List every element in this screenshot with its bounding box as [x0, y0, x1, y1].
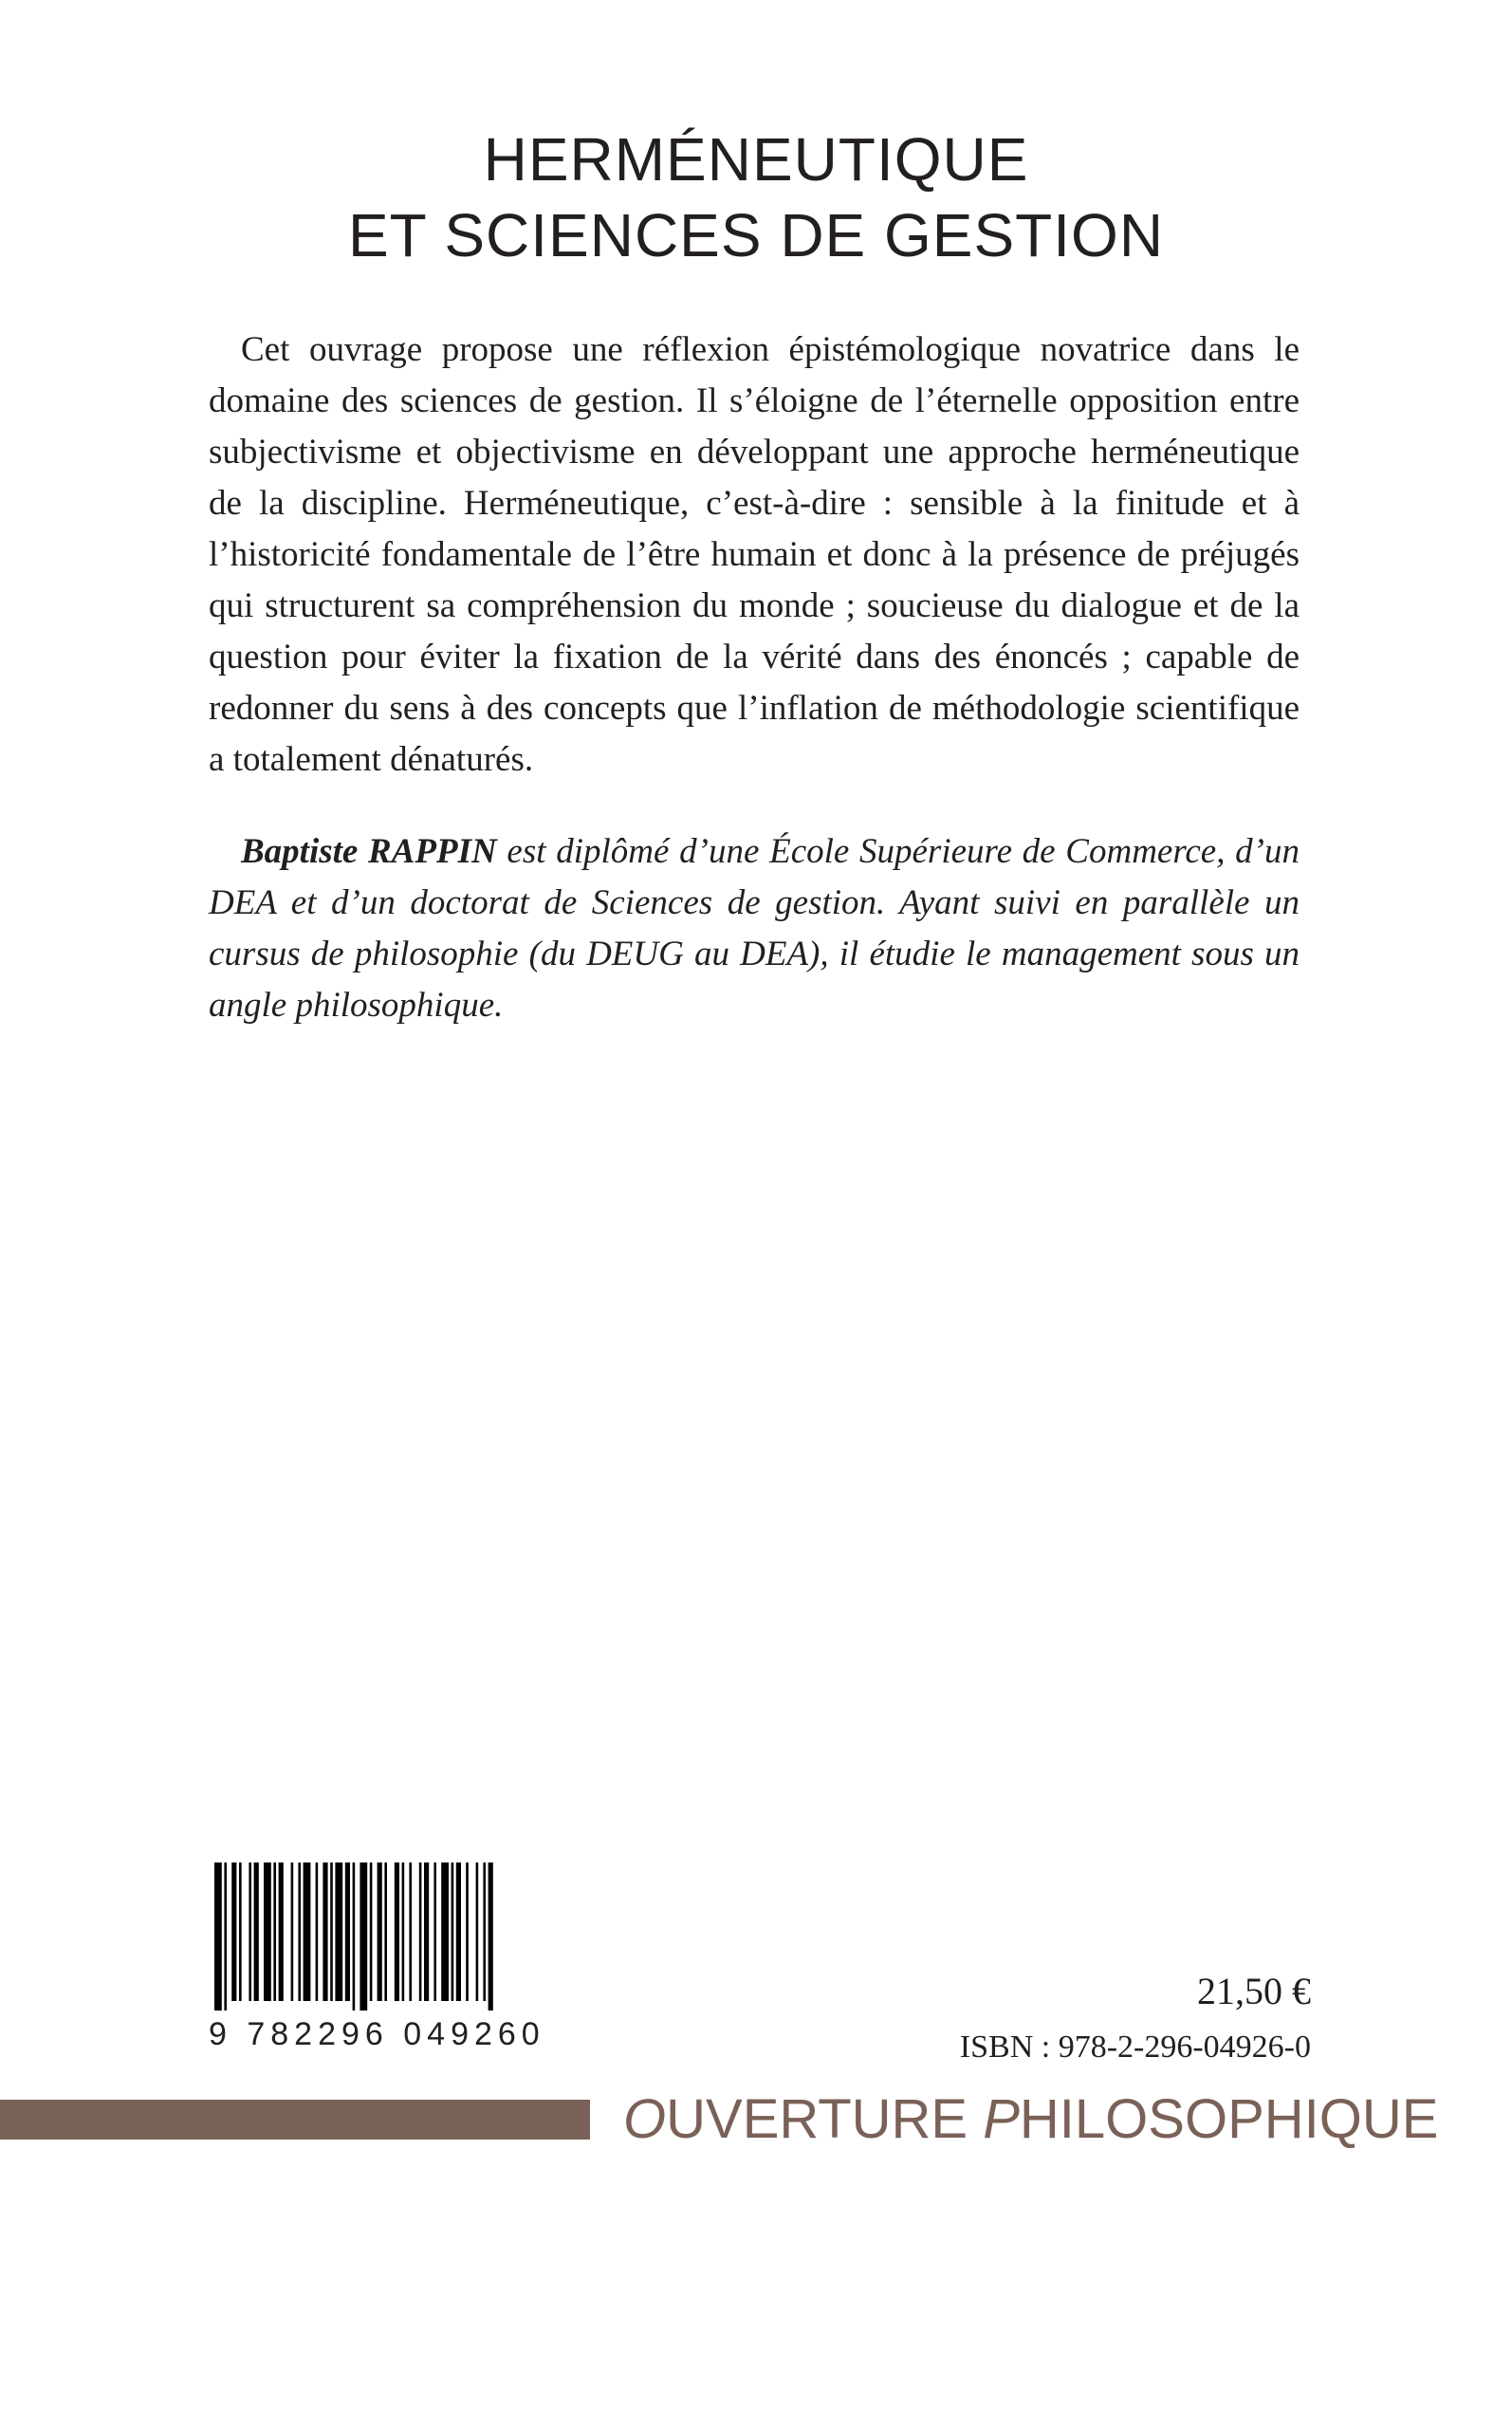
barcode-bars [209, 1862, 588, 2011]
barcode-bar [433, 1862, 436, 2001]
barcode-bar [231, 1862, 236, 2001]
author-name: Baptiste RAPPIN [241, 832, 497, 871]
barcode-bar [298, 1862, 301, 2001]
barcode-bar [279, 1862, 284, 2001]
barcode-bar [370, 1862, 373, 2001]
title-line-2: ET SCIENCES DE GESTION [347, 201, 1165, 269]
barcode-bar [384, 1862, 387, 2001]
barcode-bar [224, 1862, 227, 2011]
collection-bar [0, 2100, 590, 2140]
barcode-bar [335, 1862, 342, 2001]
collection-name [623, 2088, 1438, 2151]
barcode-bar [452, 1862, 454, 2001]
barcode-bar [239, 1862, 242, 2001]
barcode-bar [353, 1862, 356, 2011]
barcode-bar [489, 1862, 493, 2011]
barcode-bar [441, 1862, 449, 2001]
barcode [209, 1862, 588, 2011]
barcode-bar [249, 1862, 251, 2001]
author-bio [209, 826, 1300, 1031]
barcode-bar [316, 1862, 319, 2001]
barcode-bar [395, 1862, 399, 2001]
barcode-bar [424, 1862, 429, 2001]
barcode-bar [402, 1862, 405, 2001]
book-summary: Cet ouvrage propose une réflexion épistémologique novatrice dans le domaine des sciences de gestion. Il s’éloigne de l’éternelle opposition entre subjectivisme et objectivisme en développant une approche herméneutique de la discipline. Herméneutique, c’est-à-dire : sensible à la finitude et à l’historicité fondamentale de l’être humain et donc à la présence de préjugés qui structurent sa compréhension du monde ; soucieuse du dialogue et de la question pour éviter la fixation de la vérité dans des énoncés ; capable de redonner du sens à des concepts que l’inflation de méthodologie scientifique a totalement dénaturés. [209, 330, 1300, 779]
barcode-bar [264, 1862, 271, 2001]
title-line-1: HERMÉNEUTIQUE [483, 125, 1029, 194]
barcode-bar [476, 1862, 479, 2001]
barcode-bar [466, 1862, 469, 2001]
collection-initial-2: P [983, 2088, 1020, 2150]
barcode-bar [273, 1862, 276, 2001]
barcode-bar [254, 1862, 259, 2001]
book-title [0, 121, 1512, 273]
barcode-bar [456, 1862, 461, 2001]
isbn: ISBN : 978-2-296-04926-0 [959, 2029, 1311, 2065]
barcode-bar [409, 1862, 412, 2001]
barcode-bar [304, 1862, 311, 2001]
barcode-bar [214, 1862, 222, 2011]
collection-word-1: UVERTURE [666, 2088, 984, 2150]
barcode-digits: 9 782296 049260 [209, 2016, 545, 2052]
author-bio-text: est diplômé d’une École Supérieure de Commerce, d’un DEA et d’un doctorat de Sciences de gestion. Ayant suivi en parallèle un cursus de philosophie (du DEUG au DEA), il étudie le management sous un angle philosophique. [209, 832, 1300, 1025]
barcode-bar [330, 1862, 333, 2001]
barcode-bar [419, 1862, 422, 2001]
barcode-bar [360, 1862, 367, 2011]
collection-word-2: HILOSOPHIQUE [1019, 2088, 1439, 2150]
barcode-bar [483, 1862, 486, 2001]
price: 21,50 € [1197, 1970, 1311, 2012]
barcode-bar [378, 1862, 382, 2001]
collection-initial-1: O [623, 2088, 667, 2150]
barcode-bar [345, 1862, 350, 2001]
barcode-bar [323, 1862, 327, 2001]
barcode-bar [291, 1862, 294, 2001]
